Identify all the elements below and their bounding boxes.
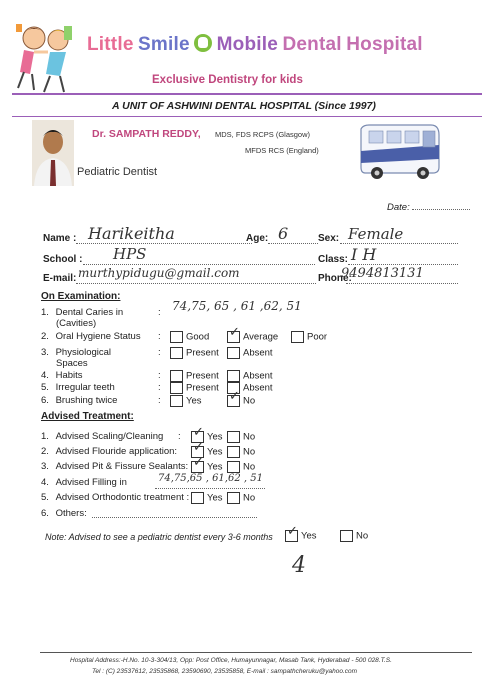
email-value[interactable]: murthypidugu@gmail.com xyxy=(78,266,240,280)
exam-label: Oral Hygiene Status xyxy=(55,331,141,342)
checkbox[interactable] xyxy=(170,370,183,382)
note-yes[interactable]: ✓ Yes xyxy=(285,530,317,543)
advised-2-yes[interactable]: ✓ Yes xyxy=(191,446,223,459)
advised-heading: Advised Treatment: xyxy=(41,411,134,422)
checkbox[interactable] xyxy=(170,395,183,407)
title-word-hospital: Hospital xyxy=(346,34,423,55)
checkbox-checked[interactable] xyxy=(191,461,204,473)
option-present[interactable]: Present xyxy=(170,370,219,383)
advised-3-yes[interactable]: ✓ Yes xyxy=(191,461,223,474)
header-rule-2 xyxy=(12,116,482,117)
sex-value[interactable]: Female xyxy=(348,225,404,243)
advised-item-2: 2. Advised Flouride application: xyxy=(41,446,178,457)
advised-1-yes[interactable]: ✓ Yes xyxy=(191,431,223,444)
advised-item-6: 6. Others: xyxy=(41,508,87,519)
option-present[interactable]: Present xyxy=(170,347,219,360)
option-average[interactable]: ✓ Average xyxy=(227,331,278,344)
exam-item-6: 6. Brushing twice xyxy=(41,395,118,406)
exam-label: Brushing twice xyxy=(55,395,118,406)
checkbox-checked[interactable] xyxy=(285,530,298,542)
email-row xyxy=(43,266,463,286)
checkbox-checked[interactable] xyxy=(227,331,240,343)
advised-item-4: 4. Advised Filling in xyxy=(41,477,127,488)
advised-item-1: 1. Advised Scaling/Cleaning xyxy=(41,431,164,442)
doctor-name: Dr. SAMPATH REDDY, xyxy=(92,128,201,140)
title-word-dental: Dental xyxy=(282,34,342,55)
class-label: Class: xyxy=(318,254,349,265)
checkbox[interactable] xyxy=(227,461,240,473)
checkbox[interactable] xyxy=(170,382,183,394)
kids-logo xyxy=(14,22,84,94)
doctor-signature: 4 xyxy=(292,553,306,578)
footer-contact: Tel : (C) 23537612, 23535868, 23590690, 23535858, E-mail : sampathcheruku@yahoo.com xyxy=(92,668,358,675)
checkbox[interactable] xyxy=(170,347,183,359)
age-value[interactable]: 6 xyxy=(278,224,289,243)
advised-1-no[interactable]: No xyxy=(227,431,255,444)
exam-heading: On Examination: xyxy=(41,291,121,302)
exam-item-1: 1. Dental Caries in xyxy=(41,307,124,318)
exam-label: Habits xyxy=(55,370,83,381)
checkbox[interactable] xyxy=(227,370,240,382)
option-absent[interactable]: Absent xyxy=(227,370,273,383)
checkbox[interactable] xyxy=(291,331,304,343)
option-poor[interactable]: Poor xyxy=(291,331,327,344)
exam-label: Irregular teeth xyxy=(55,382,115,393)
header-rule xyxy=(12,93,482,95)
mobile-clinic-bus-icon xyxy=(357,121,443,183)
name-row xyxy=(43,224,463,244)
name-label: Name : xyxy=(43,233,77,244)
title-word-smile: Smile xyxy=(138,34,190,55)
school-label: School : xyxy=(43,254,83,265)
date-label: Date: xyxy=(387,202,410,213)
name-value[interactable]: Harikeitha xyxy=(88,224,175,243)
option-present[interactable]: Present xyxy=(170,382,219,395)
exam-sublabel: (Cavities) xyxy=(56,318,97,329)
email-label: E-mail: xyxy=(43,273,77,284)
hospital-title xyxy=(87,34,423,56)
phone-label: Phone: xyxy=(318,273,352,284)
note-no[interactable]: No xyxy=(340,530,368,543)
checkbox[interactable] xyxy=(227,431,240,443)
date-field[interactable] xyxy=(387,200,470,214)
exam-label: Dental Caries in xyxy=(55,307,124,318)
doctor-photo xyxy=(32,120,74,186)
exam-sublabel: Spaces xyxy=(56,358,88,369)
footer-rule xyxy=(40,652,472,653)
exam-item-5: 5. Irregular teeth xyxy=(41,382,115,393)
advised-5-yes[interactable]: Yes xyxy=(191,492,223,505)
option-absent[interactable]: Absent xyxy=(227,347,273,360)
checkbox[interactable] xyxy=(191,492,204,504)
title-word-mobile: Mobile xyxy=(216,34,279,55)
doctor-role: Pediatric Dentist xyxy=(77,166,158,178)
advised-3-no[interactable]: No xyxy=(227,461,255,474)
tooth-icon xyxy=(194,34,212,52)
exam-label: Physiological xyxy=(55,347,112,358)
class-value[interactable]: I H xyxy=(351,245,377,264)
option-yes[interactable]: Yes xyxy=(170,395,202,408)
advised-2-no[interactable]: No xyxy=(227,446,255,459)
school-value[interactable]: HPS xyxy=(113,245,147,263)
footer-address: Hospital Address:-H.No. 10-3-304/13, Opp: Post Office, Humayunnagar, Masab Tank, Hyderabad - 500 028.T.S. xyxy=(70,657,392,664)
checkbox[interactable] xyxy=(227,492,240,504)
date-value xyxy=(412,200,470,210)
checkbox[interactable] xyxy=(227,347,240,359)
advice-note: Note: Advised to see a pediatric dentist every 3-6 months xyxy=(45,532,273,542)
sex-label: Sex: xyxy=(318,233,340,244)
checkbox[interactable] xyxy=(340,530,353,542)
school-row xyxy=(43,245,463,265)
checkbox[interactable] xyxy=(227,446,240,458)
dental-caries-value[interactable]: 74,75, 65 , 61 ,62, 51 xyxy=(172,299,302,313)
advised-item-3: 3. Advised Pit & Fissure Sealants: xyxy=(41,461,189,472)
option-absent[interactable]: Absent xyxy=(227,382,273,395)
exam-item-4: 4. Habits xyxy=(41,370,83,381)
unit-line: A UNIT OF ASHWINI DENTAL HOSPITAL (Since 1997) xyxy=(112,100,376,112)
doctor-quals-2: MFDS RCS (England) xyxy=(245,146,319,155)
advised-item-5: 5. Advised Orthodontic treatment : xyxy=(41,492,190,503)
age-label: Age: xyxy=(246,233,269,244)
tagline: Exclusive Dentistry for kids xyxy=(152,74,303,86)
checkbox[interactable] xyxy=(170,331,183,343)
option-good[interactable]: Good xyxy=(170,331,209,344)
title-word-little: Little xyxy=(87,34,134,55)
exam-item-2: 2. Oral Hygiene Status xyxy=(41,331,141,342)
filling-value[interactable]: 74,75,65 , 61,62 , 51 xyxy=(158,473,263,484)
advised-5-no[interactable]: No xyxy=(227,492,255,505)
exam-item-3: 3. Physiological xyxy=(41,347,112,358)
doctor-quals-1: MDS, FDS RCPS (Glasgow) xyxy=(215,130,311,139)
option-no[interactable]: ✓ No xyxy=(227,395,255,408)
checkbox-checked[interactable] xyxy=(227,395,240,407)
phone-value[interactable]: 9494813131 xyxy=(341,266,424,281)
